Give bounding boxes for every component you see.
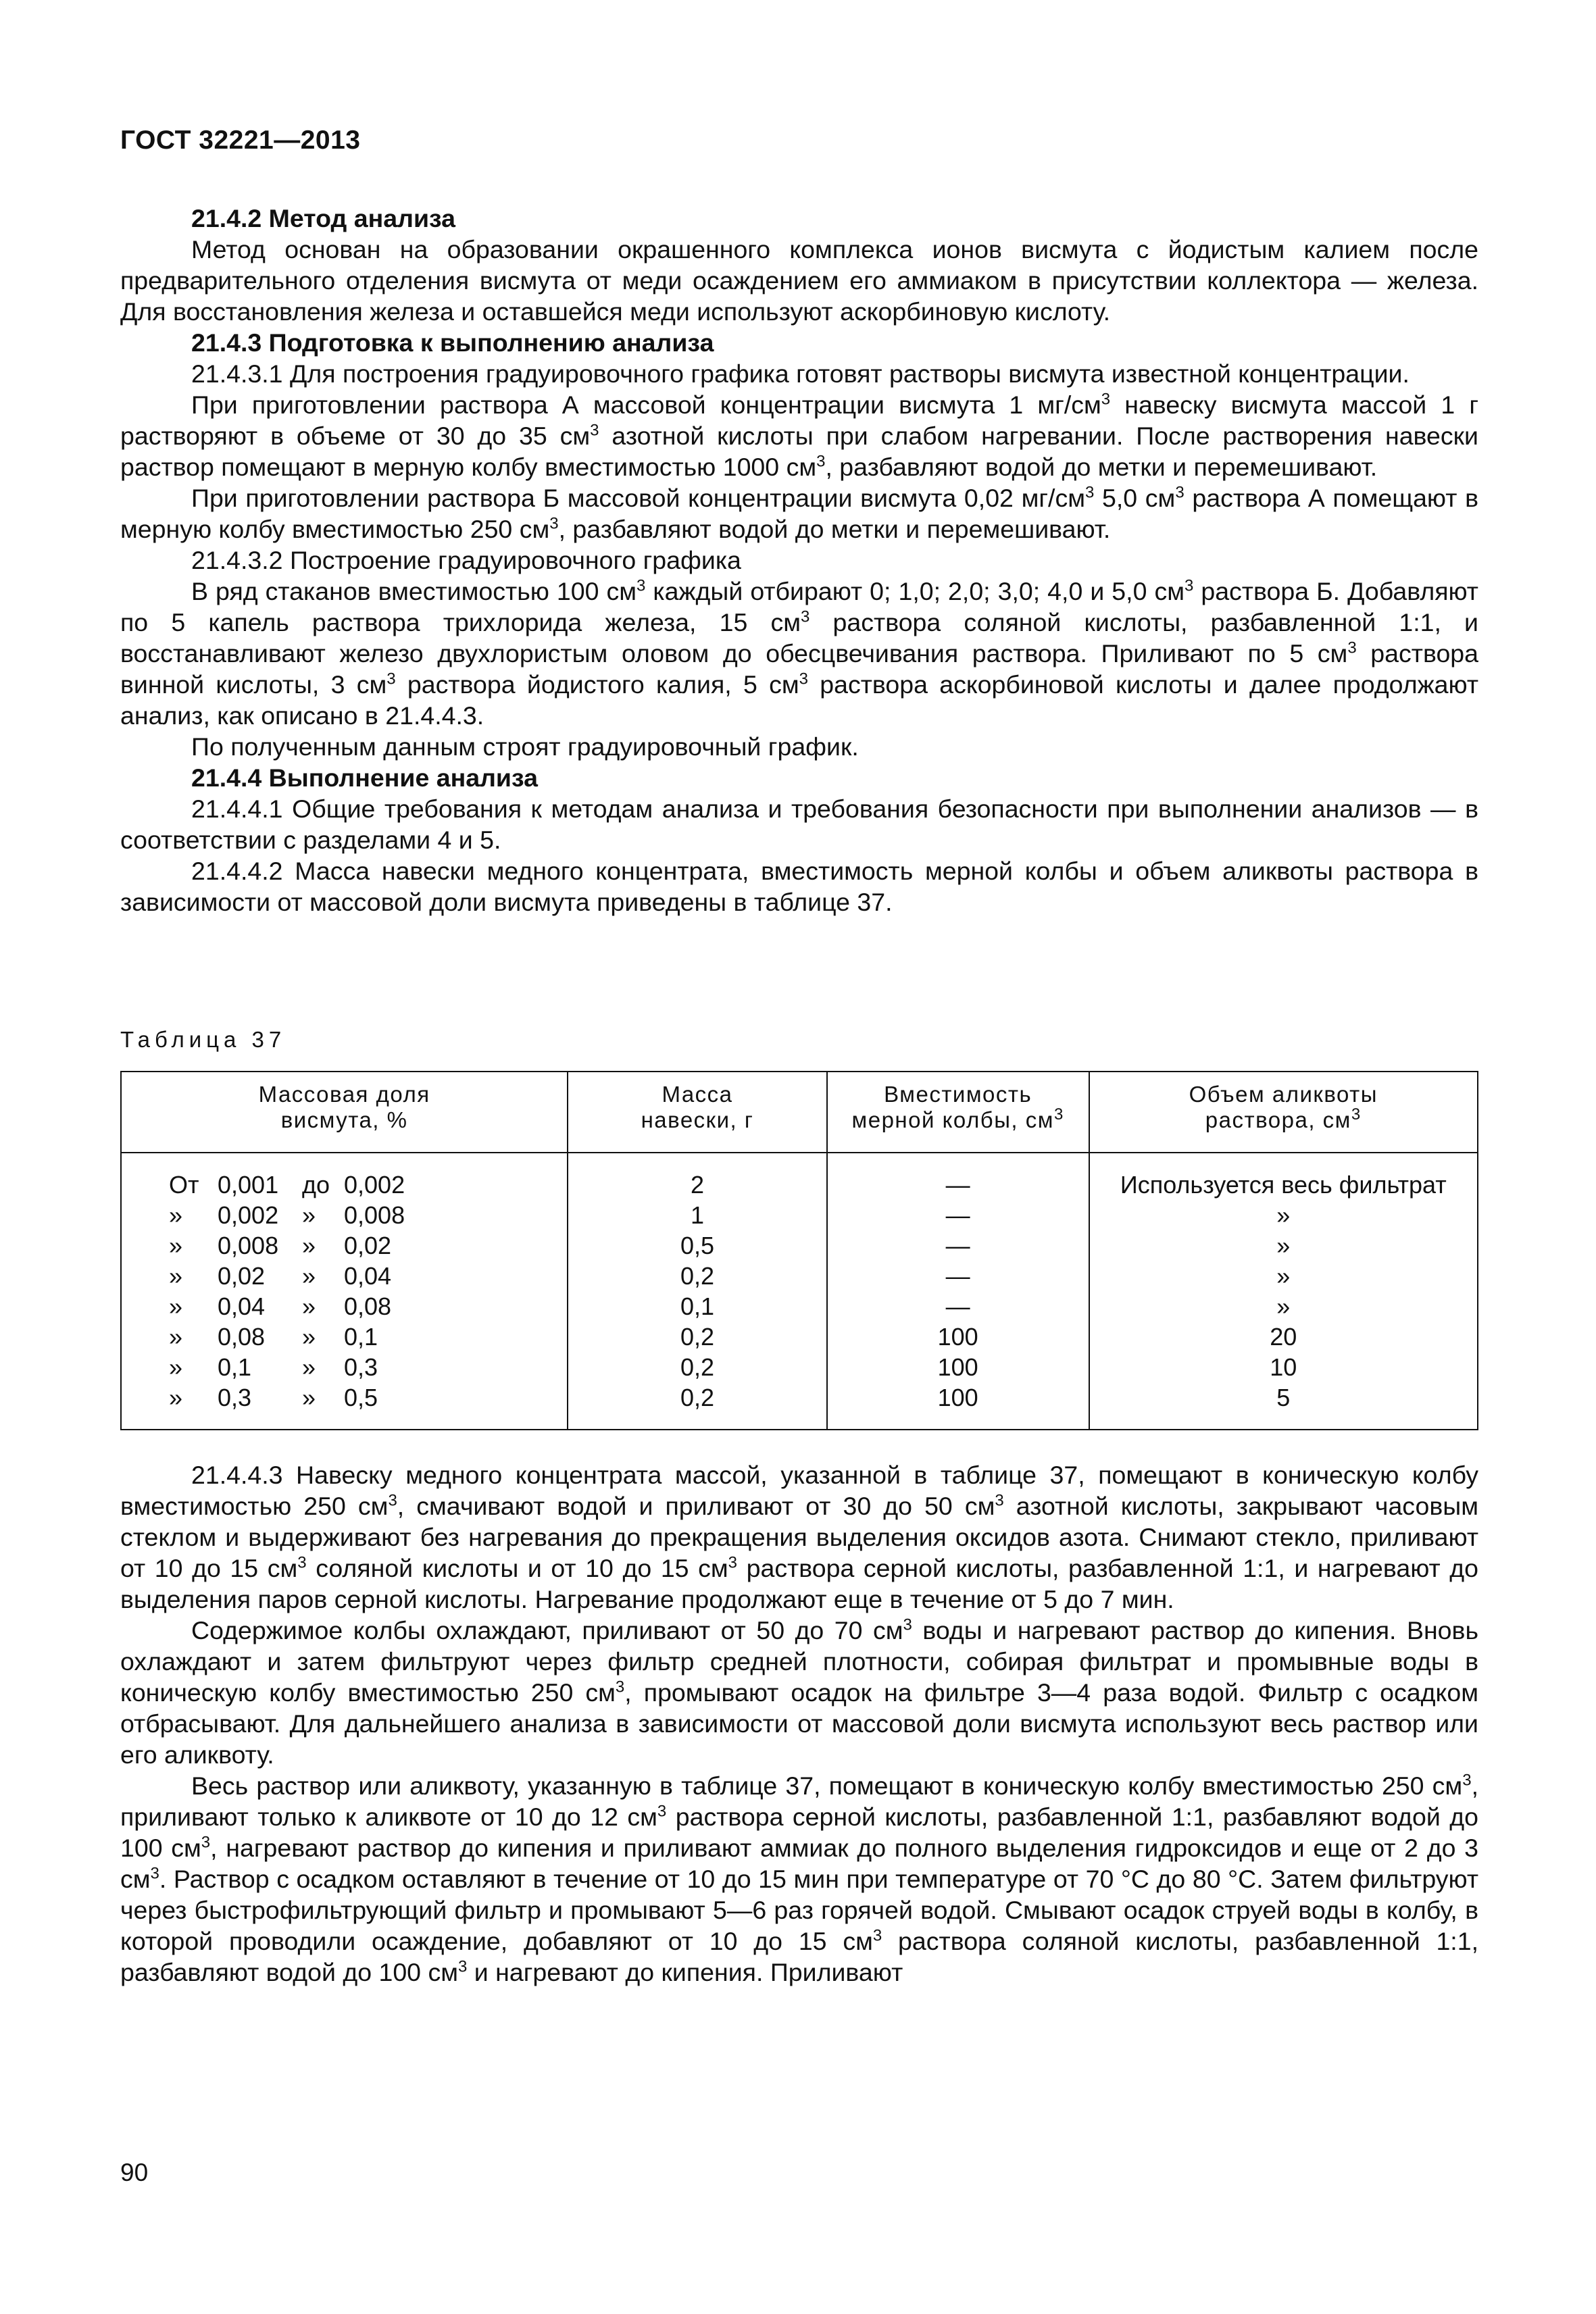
- table-header-row: [121, 1072, 1478, 1153]
- ali-cell: »: [1089, 1200, 1478, 1230]
- header-line: навески, г: [641, 1107, 754, 1132]
- ali-cell: »: [1089, 1291, 1478, 1322]
- table-body: [121, 1153, 1478, 1430]
- paragraph: В ряд стаканов вместимостью 100 $см^3$ каждый отбирают 0; 1,0; 2,0; 3,0; 4,0 и 5,0 $см^3$ раствора Б. Добавляют по 5 капель раствора трихлорида железа, 15 $см^3$ раствора соляной кислоты, разбавленной 1:1, и восстанавливают железо двухлористым оловом до обесцвечивания раствора. Приливают по 5 $см^3$ раствора винной кислоты, 3 $см^3$ раствора йодистого калия, 5 $см^3$ раствора аскорбиновой кислоты и далее продолжают анализ, как описано в 21.4.4.3.: [120, 576, 1479, 730]
- mass-cell: 0,5: [568, 1230, 827, 1261]
- range-part: »: [169, 1232, 183, 1259]
- paragraph: 21.4.3.1 Для построения градуировочного графика готовят растворы висмута известной концентрации.: [191, 359, 1410, 388]
- page-number: 90: [120, 2159, 149, 2186]
- range-part: »: [169, 1292, 183, 1320]
- document-header: ГОСТ 32221—2013: [120, 126, 361, 155]
- header-line: Масса: [662, 1082, 733, 1107]
- range-part: »: [302, 1323, 316, 1351]
- ali-cell: 10: [1089, 1352, 1478, 1382]
- range-cell: [121, 1261, 568, 1291]
- range-part: 0,1: [344, 1323, 378, 1351]
- range-part: 0,02: [344, 1232, 392, 1259]
- range-part: 0,04: [218, 1292, 266, 1320]
- ali-cell: 20: [1089, 1322, 1478, 1352]
- table-row: [121, 1153, 1478, 1200]
- vol-cell: —: [827, 1200, 1089, 1230]
- mass-cell: 1: [568, 1200, 827, 1230]
- range-part: »: [169, 1384, 183, 1411]
- header-line: Вместимость: [884, 1082, 1032, 1107]
- paragraph: Содержимое колбы охлаждают, приливают от 50 до 70 $см^3$ воды и нагревают раствор до кипения. Вновь охлаждают и затем фильтруют через фильтр средней плотности, собирая фильтрат и промывные воды в коническую колбу вместимостью 250 $см^3$, промывают осадок на фильтре 3—4 раза водой. Фильтр с осадком отбрасывают. Для дальнейшего анализа в зависимости от массовой доли висмута используют весь раствор или его аликвоту.: [120, 1615, 1478, 1769]
- mass-cell: 0,2: [568, 1261, 827, 1291]
- range-part: »: [302, 1292, 316, 1320]
- range-part: »: [302, 1232, 316, 1259]
- mass-cell: 2: [568, 1153, 827, 1200]
- range-part: »: [302, 1262, 316, 1290]
- range-part: 0,04: [344, 1262, 392, 1290]
- range-cell: [121, 1230, 568, 1261]
- paragraph: Весь раствор или аликвоту, указанную в таблице 37, помещают в коническую колбу вместимостью 250 $см^3$, приливают только к аликвоте от 10 до 12 $см^3$ раствора серной кислоты, разбавленной 1:1, разбавляют водой до 100 $см^3$, нагревают раствор до кипения и приливают аммиак до полного выделения гидроксидов и еще от 2 до 3 $см^3$. Раствор с осадком оставляют в течение от 10 до 15 мин при температуре от 70 °С до 80 °С. Затем фильтруют через быстрофильтрующий фильтр и промывают 5—6 раз горячей водой. Смывают осадок струей воды в колбу, в которой проводили осаждение, добавляют от 10 до 15 $см^3$ раствора соляной кислоты, разбавленной 1:1, разбавляют водой до 100 $см^3$ и нагревают до кипения. Приливают: [120, 1771, 1479, 1986]
- vol-cell: —: [827, 1261, 1089, 1291]
- section-heading: 21.4.3 Подготовка к выполнению анализа: [191, 328, 714, 357]
- range-part: »: [302, 1201, 316, 1229]
- range-part: 0,3: [218, 1384, 252, 1411]
- paragraph: Метод основан на образовании окрашенного комплекса ионов висмута с йодистым калием после предварительного отделения висмута от меди осаждением его аммиаком в присутствии коллектора — железа. Для восстановления железа и оставшейся меди используют аскорбиновую кислоту.: [120, 235, 1478, 326]
- paragraph: 21.4.4.1 Общие требования к методам анализа и требования безопасности при выполнении анализов — в соответствии с разделами 4 и 5.: [120, 795, 1478, 854]
- table-row: [121, 1382, 1478, 1430]
- range-part: 0,08: [218, 1323, 266, 1351]
- range-part: »: [169, 1353, 183, 1381]
- vol-cell: —: [827, 1230, 1089, 1261]
- mass-cell: 0,1: [568, 1291, 827, 1322]
- range-part: 0,002: [218, 1201, 279, 1229]
- table-row: [121, 1200, 1478, 1230]
- range-part: 0,002: [344, 1171, 405, 1199]
- table-header-cell: [1089, 1072, 1478, 1153]
- table-row: [121, 1230, 1478, 1261]
- table-row: [121, 1261, 1478, 1291]
- range-part: »: [302, 1353, 316, 1381]
- range-part: 0,02: [218, 1262, 266, 1290]
- header-line: Массовая доля: [258, 1082, 430, 1107]
- header-line: мерной колбы, $см^3$: [851, 1105, 1064, 1132]
- table-row: [121, 1352, 1478, 1382]
- ali-cell: Используется весь фильтрат: [1089, 1153, 1478, 1200]
- paragraph: По полученным данным строят градуировочный график.: [191, 732, 859, 761]
- range-part: 0,5: [344, 1384, 378, 1411]
- range-part: От: [169, 1171, 199, 1199]
- range-part: »: [169, 1323, 183, 1351]
- range-cell: [121, 1352, 568, 1382]
- paragraph: 21.4.4.3 Навеску медного концентрата массой, указанной в таблице 37, помещают в коническую колбу вместимостью 250 $см^3$, смачивают водой и приливают от 30 до 50 $см^3$ азотной кислоты, закрывают часовым стеклом и выдерживают без нагревания до прекращения выделения оксидов азота. Снимают стекло, приливают от 10 до 15 $см^3$ соляной кислоты и от 10 до 15 $см^3$ раствора серной кислоты, разбавленной 1:1, и нагревают до выделения паров серной кислоты. Нагревание продолжают еще в течение от 5 до 7 мин.: [120, 1461, 1478, 1613]
- data-table: [120, 1071, 1478, 1430]
- paragraph: При приготовлении раствора Б массовой концентрации висмута 0,02 $мг/см^3$ 5,0 $см^3$ раствора А помещают в мерную колбу вместимостью 250 $см^3$, разбавляют водой до метки и перемешивают.: [120, 483, 1478, 543]
- range-part: 0,001: [218, 1171, 279, 1199]
- paragraph: При приготовлении раствора А массовой концентрации висмута 1 $мг/см^3$ навеску висмута массой 1 г растворяют в объеме от 30 до 35 $см^3$ азотной кислоты при слабом нагревании. После растворения навески раствор помещают в мерную колбу вместимостью 1000 $см^3$, разбавляют водой до метки и перемешивают.: [120, 390, 1479, 481]
- ali-cell: »: [1089, 1261, 1478, 1291]
- paragraph: 21.4.3.2 Построение градуировочного графика: [191, 546, 741, 574]
- range-part: »: [169, 1262, 183, 1290]
- range-part: до: [302, 1171, 330, 1199]
- range-part: 0,1: [218, 1353, 252, 1381]
- ali-cell: 5: [1089, 1382, 1478, 1430]
- table-header-cell: [121, 1072, 568, 1153]
- table-header-cell: [827, 1072, 1089, 1153]
- header-line: Объем аликвоты: [1189, 1082, 1378, 1107]
- header-line: висмута, %: [280, 1107, 408, 1132]
- range-part: 0,008: [344, 1201, 405, 1229]
- range-cell: [121, 1153, 568, 1200]
- range-part: 0,3: [344, 1353, 378, 1381]
- body-text-top: [120, 203, 1478, 917]
- range-part: 0,008: [218, 1232, 279, 1259]
- section-heading: 21.4.2 Метод анализа: [191, 204, 456, 232]
- mass-cell: 0,2: [568, 1322, 827, 1352]
- header-line: раствора, $см^3$: [1205, 1105, 1362, 1132]
- mass-cell: 0,2: [568, 1382, 827, 1430]
- ali-cell: »: [1089, 1230, 1478, 1261]
- range-part: 0,08: [344, 1292, 392, 1320]
- range-cell: [121, 1200, 568, 1230]
- range-cell: [121, 1291, 568, 1322]
- paragraph: 21.4.4.2 Масса навески медного концентрата, вместимость мерной колбы и объем аликвоты раствора в зависимости от массовой доли висмута приведены в таблице 37.: [120, 857, 1478, 916]
- vol-cell: —: [827, 1291, 1089, 1322]
- vol-cell: 100: [827, 1322, 1089, 1352]
- table-caption: Таблица 37: [120, 1027, 286, 1052]
- range-part: »: [302, 1384, 316, 1411]
- table-row: [121, 1322, 1478, 1352]
- body-text-bottom: [120, 1459, 1478, 1988]
- section-heading: 21.4.4 Выполнение анализа: [191, 763, 538, 792]
- mass-cell: 0,2: [568, 1352, 827, 1382]
- range-part: »: [169, 1201, 183, 1229]
- vol-cell: 100: [827, 1352, 1089, 1382]
- table-37: [120, 1071, 1478, 1430]
- range-cell: [121, 1382, 568, 1430]
- vol-cell: 100: [827, 1382, 1089, 1430]
- vol-cell: —: [827, 1153, 1089, 1200]
- table-header-cell: [568, 1072, 827, 1153]
- table-row: [121, 1291, 1478, 1322]
- range-cell: [121, 1322, 568, 1352]
